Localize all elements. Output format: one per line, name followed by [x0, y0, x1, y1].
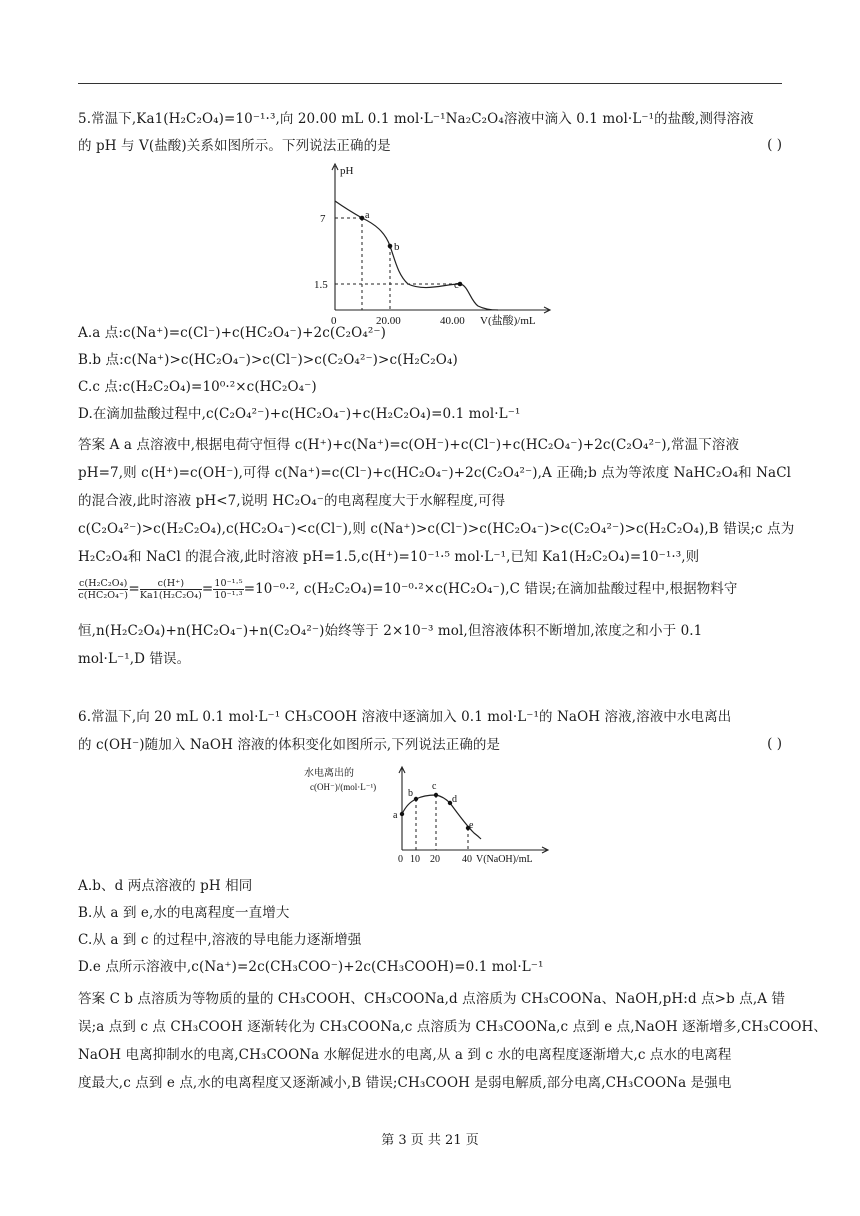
q5-label-c: c [454, 279, 459, 291]
q6-water-ionization-graph [300, 762, 560, 864]
q6-label-c: c [432, 781, 437, 792]
q5-answer-paren: ( ) [767, 137, 782, 153]
q5-answer-line-6-text: =10⁻⁰·², c(H₂C₂O₄)=10⁻⁰·²×c(HC₂O₄⁻),C 错误;在滴加盐酸过程中,根据物料守 [243, 581, 738, 597]
q6-answer-line-1: 答案 C b 点溶质为等物质的量的 CH₃COOH、CH₃COONa,d 点溶质为 CH₃COONa、NaOH,pH:d 点>b 点,A 错 [78, 991, 786, 1007]
q5-x-tick-0: 0 [331, 315, 337, 327]
q6-label-a: a [393, 810, 398, 821]
q6-answer-line-2: 误;a 点到 c 点 CH₃COOH 逐渐转化为 CH₃COONa,c 点溶质为 CH₃COONa,c 点到 e 点,NaOH 逐渐增多,CH₃COOH、 [78, 1019, 828, 1035]
q6-x-label: V(NaOH)/mL [476, 854, 533, 865]
q6-curve [402, 795, 481, 839]
q5-option-a: A.a 点:c(Na⁺)=c(Cl⁻)+c(HC₂O₄⁻)+2c(C₂O₄²⁻) [78, 325, 386, 341]
q6-point-a [400, 812, 404, 816]
q5-answer-line-8: mol·L⁻¹,D 错误。 [78, 651, 191, 667]
q6-x-tick-20: 20 [430, 854, 440, 865]
q6-option-a: A.b、d 两点溶液的 pH 相同 [78, 878, 253, 894]
q6-stem-line-1: 6.常温下,向 20 mL 0.1 mol·L⁻¹ CH₃COOH 溶液中逐滴加入 0.1 mol·L⁻¹的 NaOH 溶液,溶液中水电离出 [78, 709, 732, 725]
q6-x-tick-0: 0 [398, 854, 403, 865]
q5-x-tick-40: 40.00 [440, 315, 465, 327]
q6-point-b [414, 797, 418, 801]
q5-stem-line-1: 5.常温下,Ka1(H₂C₂O₄)=10⁻¹·³,向 20.00 mL 0.1 mol·L⁻¹Na₂C₂O₄溶液中滴入 0.1 mol·L⁻¹的盐酸,测得溶液 [78, 111, 754, 127]
q6-stem-line-2: 的 c(OH⁻)随加入 NaOH 溶液的体积变化如图所示,下列说法正确的是 [78, 737, 501, 753]
q5-answer-line-7: 恒,n(H₂C₂O₄)+n(HC₂O₄⁻)+n(C₂O₄²⁻)始终等于 2×10⁻³ mol,但溶液体积不断增加,浓度之和小于 0.1 [78, 623, 703, 639]
q6-label-d: d [452, 794, 457, 805]
q6-answer-paren: ( ) [767, 736, 782, 752]
q5-answer-line-4: c(C₂O₄²⁻)>c(H₂C₂O₄),c(HC₂O₄⁻)<c(Cl⁻),则 c(Na⁺)>c(Cl⁻)>c(HC₂O₄⁻)>c(C₂O₄²⁻)>c(H₂C₂O₄),B 错误;c 点为 [78, 521, 795, 537]
header-rule [78, 83, 782, 84]
q6-option-d: D.e 点所示溶液中,c(Na⁺)=2c(CH₃COO⁻)+2c(CH₃COOH)=0.1 mol·L⁻¹ [78, 959, 544, 975]
q5-label-b: b [394, 241, 400, 253]
q5-answer-line-3: 的混合液,此时溶液 pH<7,说明 HC₂O₄⁻的电离程度大于水解程度,可得 [78, 493, 506, 509]
q5-titration-curve [335, 201, 498, 310]
q6-label-e: e [469, 820, 474, 831]
q5-point-a [360, 216, 365, 221]
q5-fraction-1: $\frac{\text{c(H₂C₂O₄)}}{\text{c(HC₂O₄⁻)}}$ [78, 578, 128, 601]
q5-answer-line-5: H₂C₂O₄和 NaCl 的混合液,此时溶液 pH=1.5,c(H⁺)=10⁻¹·⁵ mol·L⁻¹,已知 Ka1(H₂C₂O₄)=10⁻¹·³,则 [78, 549, 700, 565]
q6-point-c [434, 793, 438, 797]
q6-y-label-2: c(OH⁻)/(mol·L⁻¹) [310, 782, 377, 792]
q5-fraction-2: $\frac{c(H^+)}{\text{Ka1(H₂C₂O₄)}}$ [139, 578, 202, 601]
q5-y-label: pH [340, 165, 354, 177]
q5-tick-7: 7 [320, 213, 326, 225]
q5-option-c: C.c 点:c(H₂C₂O₄)=10⁰·²×c(HC₂O₄⁻) [78, 379, 317, 395]
q6-option-c: C.从 a 到 c 的过程中,溶液的导电能力逐渐增强 [78, 932, 362, 948]
q5-ph-graph [300, 160, 560, 327]
q5-tick-1-5: 1.5 [314, 279, 328, 291]
q5-stem-line-2: 的 pH 与 V(盐酸)关系如图所示。下列说法正确的是 [78, 138, 391, 154]
q6-y-label-1: 水电离出的 [304, 768, 354, 779]
q5-option-b: B.b 点:c(Na⁺)>c(HC₂O₄⁻)>c(Cl⁻)>c(C₂O₄²⁻)>c(H₂C₂O₄) [78, 352, 458, 368]
q5-answer-line-2: pH=7,则 c(H⁺)=c(OH⁻),可得 c(Na⁺)=c(Cl⁻)+c(HC₂O₄⁻)+2c(C₂O₄²⁻),A 正确;b 点为等浓度 NaHC₂O₄和 NaCl [78, 465, 792, 481]
q6-x-tick-10: 10 [410, 854, 420, 865]
q5-fraction-3: $\frac{\text{10⁻¹·⁵}}{\text{10⁻¹·³}}$ [214, 578, 243, 601]
q6-option-b: B.从 a 到 e,水的电离程度一直增大 [78, 905, 290, 921]
q5-option-d: D.在滴加盐酸过程中,c(C₂O₄²⁻)+c(HC₂O₄⁻)+c(H₂C₂O₄)=0.1 mol·L⁻¹ [78, 406, 521, 422]
q5-point-b [388, 244, 393, 249]
q5-answer-line-6: $\frac{\text{c(H₂C₂O₄)}}{\text{c(HC₂O₄⁻)}}$ = $\frac{c(H^+)}{\text{Ka1(H₂C₂O₄)}}$ = $\frac{\text{10⁻¹·⁵}}{\text{10⁻¹·³}}$ =10⁻⁰·², c(H₂C₂O₄)=10⁻⁰·²×c(HC₂O₄⁻),C 错误;在滴加盐酸过程中,根据物料守 [78, 578, 738, 601]
q5-x-tick-20: 20.00 [376, 315, 401, 327]
q5-x-label: V(盐酸)/mL [480, 315, 536, 327]
q6-answer-line-4: 度最大,c 点到 e 点,水的电离程度又逐渐减小,B 错误;CH₃COOH 是弱电解质,部分电离,CH₃COONa 是强电 [78, 1075, 732, 1091]
q6-label-b: b [408, 788, 413, 799]
page-footer: 第 3 页 共 21 页 [381, 1133, 479, 1148]
q5-answer-line-1: 答案 A a 点溶液中,根据电荷守恒得 c(H⁺)+c(Na⁺)=c(OH⁻)+c(Cl⁻)+c(HC₂O₄⁻)+2c(C₂O₄²⁻),常温下溶液 [78, 437, 740, 453]
q5-label-a: a [365, 210, 370, 221]
q6-answer-line-3: NaOH 电离抑制水的电离,CH₃COONa 水解促进水的电离,从 a 到 c 水的电离程度逐渐增大,c 点水的电离程 [78, 1047, 732, 1063]
q6-x-tick-40: 40 [462, 854, 472, 865]
